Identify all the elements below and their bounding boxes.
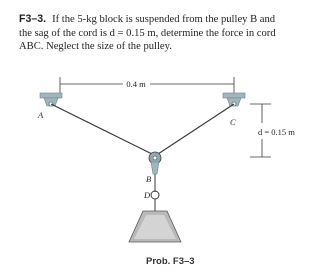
point-c-label: C <box>230 117 236 127</box>
cord-segment-bc <box>158 104 234 154</box>
problem-number: F3–3. <box>19 13 47 25</box>
cord-segment-ab <box>51 104 152 154</box>
figure-caption: Prob. F3–3 <box>146 256 195 267</box>
cord-abc <box>51 104 234 154</box>
pulley-b-axle <box>153 156 157 160</box>
support-c-plate <box>223 93 245 98</box>
problem-text-1: If the 5-kg block is suspended from the pulley B and <box>52 14 276 25</box>
point-d-label: D <box>144 190 151 200</box>
problem-text-2: the sag of the cord is d = 0.15 m, determine the force in cord <box>19 27 276 39</box>
pulley-b <box>149 152 161 174</box>
support-a-plate <box>40 93 62 98</box>
pulley-b-bracket <box>151 162 159 174</box>
span-label: 0.4 m <box>126 79 146 89</box>
point-b-label: B <box>146 174 152 184</box>
hook-d <box>151 174 159 211</box>
span-dimension <box>60 77 234 96</box>
point-a-label: A <box>38 110 44 120</box>
problem-text-3: ABC. Neglect the size of the pulley. <box>19 41 172 53</box>
hook-d-ring <box>151 191 159 199</box>
sag-label: d = 0.15 m <box>258 127 295 137</box>
